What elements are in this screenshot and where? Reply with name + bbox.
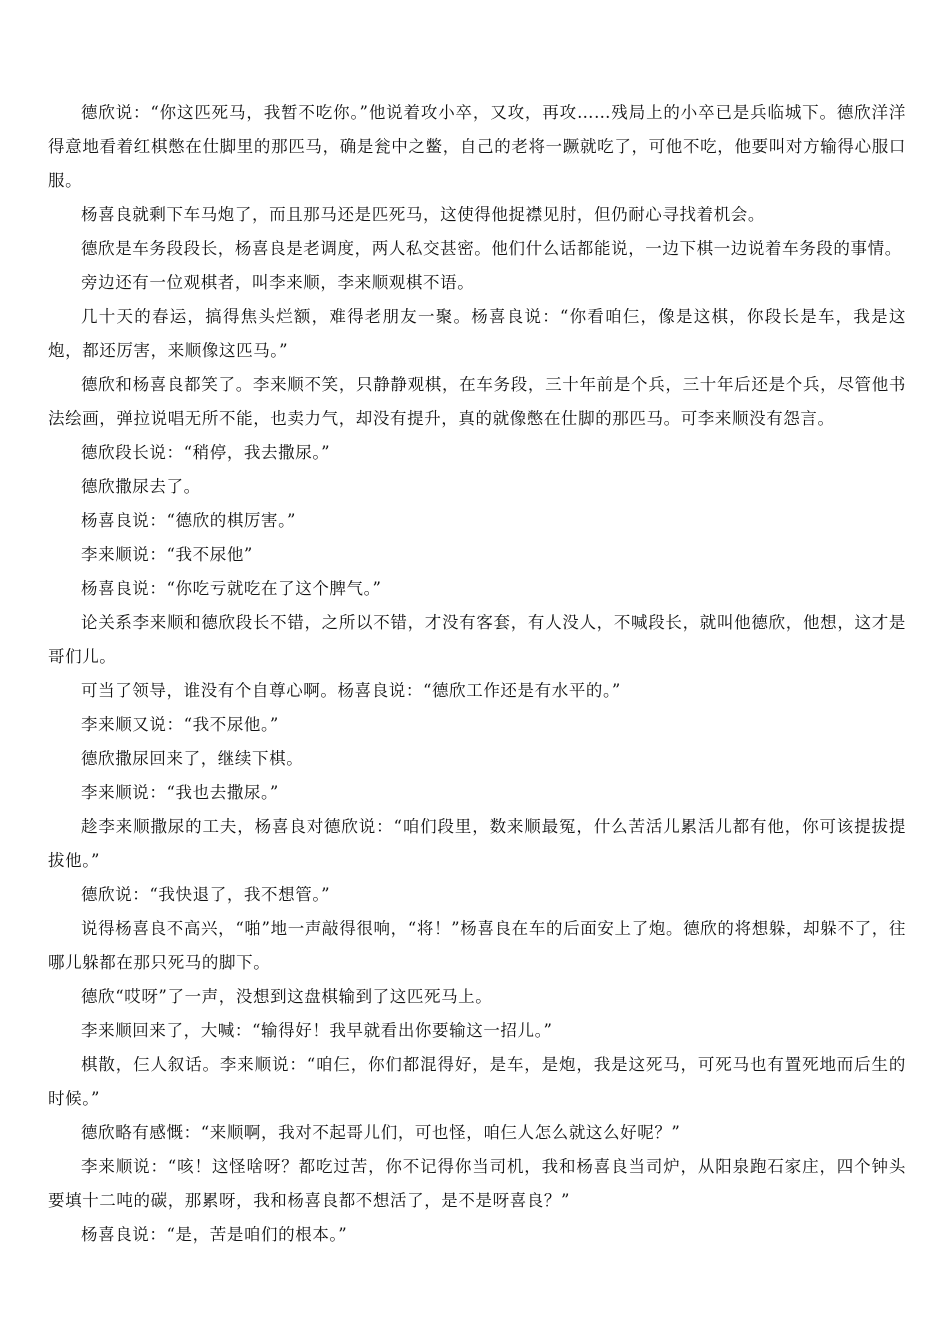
- paragraph-11: 杨喜良说：“你吃亏就吃在了这个脾气。”: [81, 579, 382, 598]
- paragraph-7: 德欣段长说：“稍停，我去撒尿。”: [81, 443, 331, 462]
- paragraph-4: 旁边还有一位观棋者，叫李来顺，李来顺观棋不语。: [81, 273, 475, 292]
- paragraph-18: 德欣说：“我快退了，我不想管。”: [81, 885, 331, 904]
- paragraph-9: 杨喜良说：“德欣的棋厉害。”: [81, 511, 297, 530]
- paragraph-21: 李来顺回来了，大喊：“输得好！我早就看出你要输这一招儿。”: [81, 1021, 553, 1040]
- paragraph-25: 杨喜良说：“是，苦是咱们的根本。”: [81, 1225, 348, 1244]
- paragraph-3: 德欣是车务段段长，杨喜良是老调度，两人私交甚密。他们什么话都能说，一边下棋一边说着车务段的事情。: [81, 239, 902, 258]
- paragraph-1: 德欣说：“你这匹死马，我暂不吃你。”他说着攻小卒，又攻，再攻……残局上的小卒已是兵临城下。德欣洋洋得意地看着红棋憋在仕脚里的那匹马，确是瓮中之鳖，自己的老将一蹶就吃了，可他不吃，他要叫对方输得心服口服。: [48, 103, 906, 190]
- paragraph-2: 杨喜良就剩下车马炮了，而且那马还是匹死马，这使得他捉襟见肘，但仍耐心寻找着机会。: [81, 205, 765, 224]
- paragraph-23: 德欣略有感慨：“来顺啊，我对不起哥儿们，可也怪，咱仨人怎么就这么好呢？”: [81, 1123, 681, 1142]
- paragraph-10: 李来顺说：“我不尿他”: [81, 545, 253, 564]
- paragraph-14: 李来顺又说：“我不尿他。”: [81, 715, 279, 734]
- paragraph-12: 论关系李来顺和德欣段长不错，之所以不错，才没有客套，有人没人，不喊段长，就叫他德欣，他想，这才是哥们儿。: [48, 613, 906, 666]
- paragraph-6: 德欣和杨喜良都笑了。李来顺不笑，只静静观棋，在车务段，三十年前是个兵，三十年后还是个兵，尽管他书法绘画，弹拉说唱无所不能，也卖力气，却没有提升，真的就像憋在仕脚的那匹马。可李来顺没有怨言。: [48, 375, 906, 428]
- paragraph-17: 趁李来顺撒尿的工夫，杨喜良对德欣说：“咱们段里，数来顺最冤，什么苦活儿累活儿都有他，你可该提拔提拔他。”: [48, 817, 906, 870]
- paragraph-16: 李来顺说：“我也去撒尿。”: [81, 783, 279, 802]
- paragraph-22: 棋散，仨人叙话。李来顺说：“咱仨，你们都混得好，是车，是炮，我是这死马，可死马也有置死地而后生的时候。”: [48, 1055, 906, 1108]
- paragraph-19: 说得杨喜良不高兴，“啪”地一声敲得很响，“将！”杨喜良在车的后面安上了炮。德欣的将想躲，却躲不了，往哪儿躲都在那只死马的脚下。: [48, 919, 906, 972]
- paragraph-20: 德欣“哎呀”了一声，没想到这盘棋输到了这匹死马上。: [81, 987, 493, 1006]
- paragraph-5: 几十天的春运，搞得焦头烂额，难得老朋友一聚。杨喜良说：“你看咱仨，像是这棋，你段长是车，我是这炮，都还厉害，来顺像这匹马。”: [48, 307, 906, 360]
- paragraph-8: 德欣撒尿去了。: [81, 477, 201, 496]
- paragraph-15: 德欣撒尿回来了，继续下棋。: [81, 749, 304, 768]
- paragraph-13: 可当了领导，谁没有个自尊心啊。杨喜良说：“德欣工作还是有水平的。”: [81, 681, 621, 700]
- story-text: [48, 96, 906, 1252]
- paragraph-24: 李来顺说：“咳！这怪啥呀？都吃过苦，你不记得你当司机，我和杨喜良当司炉，从阳泉跑石家庄，四个钟头要填十二吨的碳，那累呀，我和杨喜良都不想活了，是不是呀喜良？”: [48, 1157, 906, 1210]
